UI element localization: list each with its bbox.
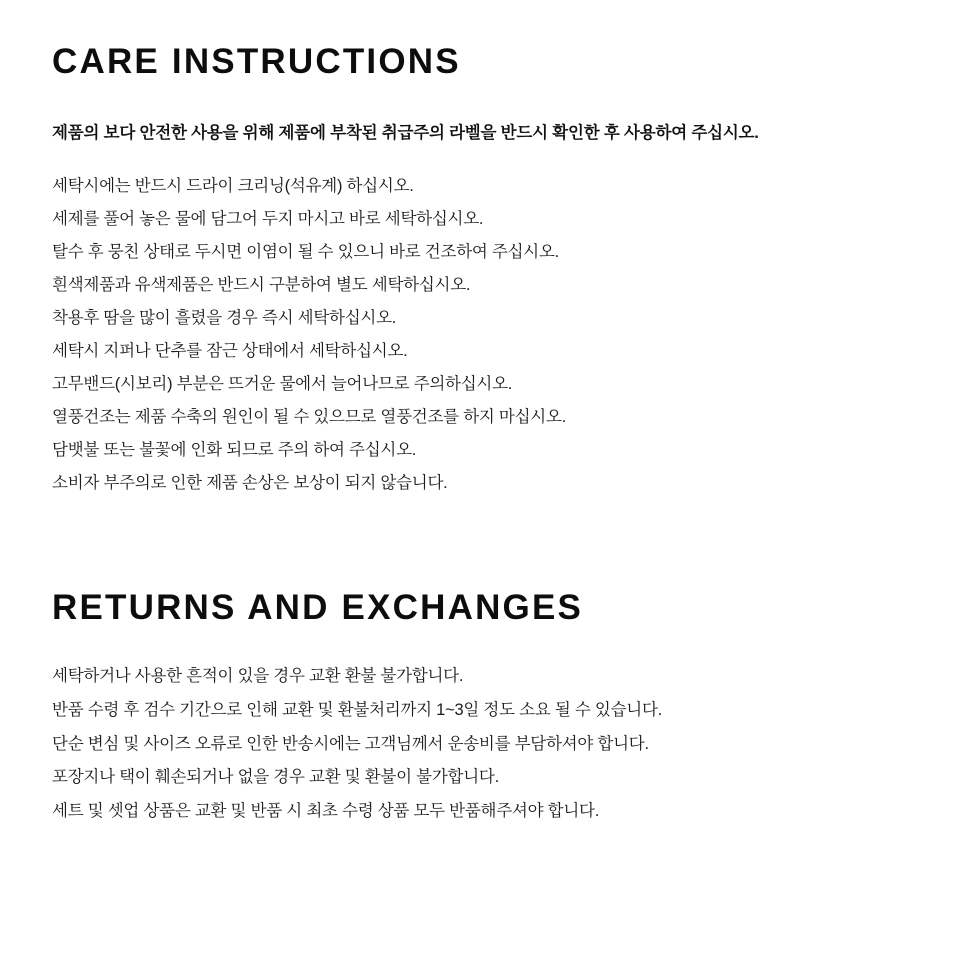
care-instruction-item: 세제를 풀어 놓은 물에 담그어 두지 마시고 바로 세탁하십시오. — [52, 210, 484, 229]
returns-policy-item: 단순 변심 및 사이즈 오류로 인한 반송시에는 고객님께서 운송비를 부담하셔야 합니다. — [52, 734, 649, 753]
returns-policy-list — [52, 660, 908, 829]
care-instruction-item: 고무밴드(시보리) 부분은 뜨거운 물에서 늘어나므로 주의하십시오. — [52, 375, 513, 394]
returns-policy-item: 세탁하거나 사용한 흔적이 있을 경우 교환 환불 불가합니다. — [52, 666, 464, 685]
returns-policy-item: 세트 및 셋업 상품은 교환 및 반품 시 최초 수령 상품 모두 반품해주셔야 합니다. — [52, 802, 600, 821]
care-instruction-item: 탈수 후 뭉친 상태로 두시면 이염이 될 수 있으니 바로 건조하여 주십시오. — [52, 243, 559, 262]
care-instruction-item: 소비자 부주의로 인한 제품 손상은 보상이 되지 않습니다. — [52, 474, 448, 493]
care-instruction-item: 흰색제품과 유색제품은 반드시 구분하여 별도 세탁하십시오. — [52, 276, 471, 295]
returns-and-exchanges-section — [52, 500, 908, 829]
returns-policy-item: 포장지나 택이 훼손되거나 없을 경우 교환 및 환불이 불가합니다. — [52, 768, 499, 787]
care-instruction-item: 담뱃불 또는 불꽃에 인화 되므로 주의 하여 주십시오. — [52, 441, 417, 460]
care-instruction-item: 세탁시 지퍼나 단추를 잠근 상태에서 세탁하십시오. — [52, 342, 408, 361]
care-instructions-lead: 제품의 보다 안전한 사용을 위해 제품에 부착된 취급주의 라벨을 반드시 확인한 후 사용하여 주십시오. — [52, 123, 759, 142]
returns-policy-item: 반품 수령 후 검수 기간으로 인해 교환 및 환불처리까지 1~3일 정도 소요 될 수 있습니다. — [52, 700, 662, 719]
care-instructions-list — [52, 170, 908, 500]
returns-and-exchanges-heading: RETURNS AND EXCHANGES — [52, 588, 584, 628]
care-instruction-item: 착용후 땀을 많이 흘렸을 경우 즉시 세탁하십시오. — [52, 309, 397, 328]
care-instruction-item: 열풍건조는 제품 수축의 원인이 될 수 있으므로 열풍건조를 하지 마십시오. — [52, 408, 567, 427]
care-instructions-section — [52, 0, 908, 500]
care-instructions-heading: CARE INSTRUCTIONS — [52, 42, 461, 81]
care-instruction-item: 세탁시에는 반드시 드라이 크리닝(석유계) 하십시오. — [52, 177, 414, 196]
